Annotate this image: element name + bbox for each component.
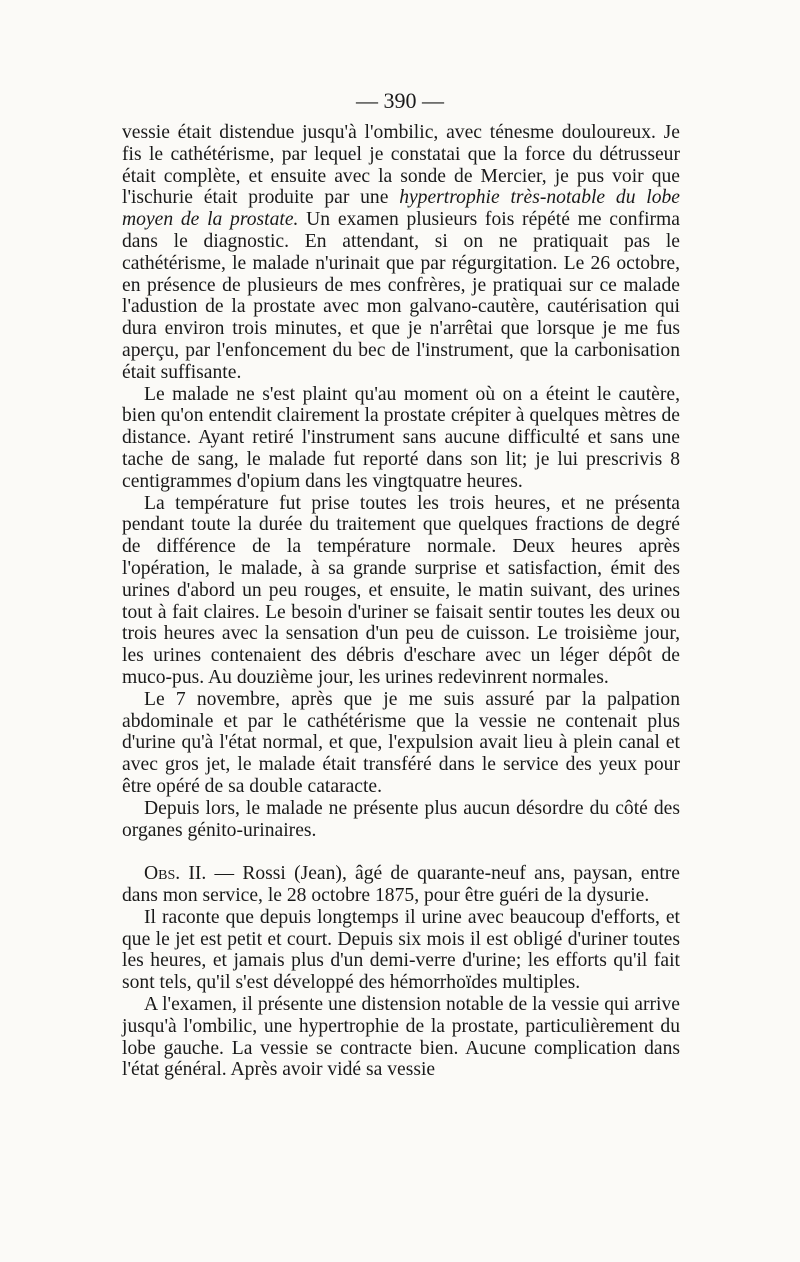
paragraph-5: Depuis lors, le malade ne présente plus aucun désordre du côté des organes génito-urinaires. — [122, 797, 680, 841]
observation-text: — Rossi (Jean), âgé de quarante-neuf ans, paysan, entre dans mon service, le 28 octobre 1875, pour être guéri de la dysurie. — [122, 863, 680, 907]
observation-heading-paragraph — [122, 863, 680, 907]
paragraph-1-emphasis: hypertrophie très-notable du lobe moyen de la prostate. — [122, 187, 680, 231]
paragraph-7: Il raconte que depuis longtemps il urine avec beaucoup d'efforts, et que le jet est petit et court. Depuis six mois il est obligé d'uriner toutes les heures, et jamais plus d'un demi-verre d'urine; les efforts qu'il fait sont tels, qu'il s'est développé des hémorrhoïdes multiples. — [122, 906, 680, 994]
paragraph-8: A l'examen, il présente une distension notable de la vessie qui arrive jusqu'à l'ombilic, une hypertrophie de la prostate, particulièrement du lobe gauche. La vessie se contracte bien. Aucune complication dans l'état général. Après avoir vidé sa vessie — [122, 994, 680, 1081]
paragraph-1-text-a: vessie était distendue jusqu'à l'ombilic, avec ténesme douloureux. Je fis le cathétérisme, par lequel je constatai que la force du détrusseur était complète, et ensuite avec la sonde de Mercier, je pus voir que l'ischurie était produite par une — [122, 122, 680, 209]
paragraph-2: Le malade ne s'est plaint qu'au moment où on a éteint le cautère, bien qu'on entendit clairement la prostate crépiter à quelques mètres de distance. Ayant retiré l'instrument sans aucune difficulté et sans une tache de sang, le malade fut reporté dans son lit; je lui prescrivis 8 centigrammes d'opium dans les vingtquatre heures. — [122, 383, 680, 492]
paragraph-4: Le 7 novembre, après que je me suis assuré par la palpation abdominale et par le cathétérisme que la vessie ne contenait plus d'urine qu'à l'état normal, et que, l'expulsion avait lieu à plein canal et avec gros jet, le malade était transféré dans le service des yeux pour être opéré de sa double cataracte. — [122, 688, 680, 797]
paragraph-1 — [122, 122, 680, 384]
paragraph-1-text-b: Un examen plusieurs fois répété me confirma dans le diagnostic. En attendant, si on ne pratiquait pas le cathétérisme, le malade n'urinait que par régurgitation. Le 26 octobre, en présence de plusieurs de mes confrères, je pratiquai sur ce malade l'adustion de la prostate avec mon galvano-cautère, cautérisation qui dura environ trois minutes, et que je n'arrêtai que lorsque je me fus aperçu, par l'enfoncement du bec de l'instrument, que la carbonisation était suffisante. — [122, 209, 680, 383]
page-body — [122, 122, 680, 1081]
observation-label: Obs. II. — [144, 863, 207, 885]
page-number: — 390 — — [356, 88, 444, 113]
paragraph-3: La température fut prise toutes les trois heures, et ne présenta pendant toute la durée du traitement que quelques fractions de degré de différence de la température normale. Deux heures après l'opération, le malade, à sa grande surprise et satisfaction, émit des urines d'abord un peu rouges, et ensuite, le matin suivant, des urines tout à fait claires. Le besoin d'uriner se faisait sentir toutes les deux ou trois heures avec la sensation d'un peu de cuisson. Le troisième jour, les urines contenaient des débris d'eschare avec un léger dépôt de muco-pus. Au douzième jour, les urines redevinrent normales. — [122, 492, 680, 688]
